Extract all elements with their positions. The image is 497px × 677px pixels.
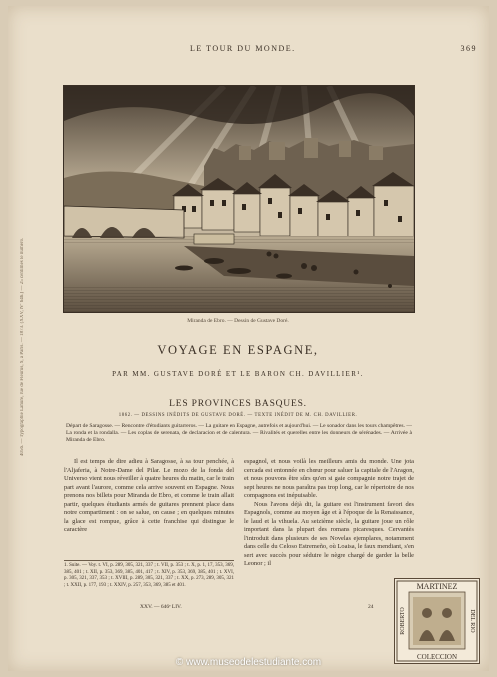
paragraph: Il est temps de dire adieu à Saragosse, à sa tour penchée, à l'Aljaferia, à Notre-Dame del Pilar. Le mozo de la fonda del Universo vient nous réveiller à quatre heures du matin, car le train part avant l'aurore, comme cela arrive souvent en Espagne. Nous prenons nos billets pour Miranda de Ebro, et comme le train allait partir, quelques étudiants armés de guitares prennent place dans notre compartiment : on se salue, on cause ; en quelques minutes la glace est rompue, grâce à cette franchise qui distingue le caractère (64, 458, 234, 533)
stamp-bottom-text: COLECCION (416, 653, 458, 661)
paragraph: Nous l'avons déjà dit, la guitare est l'instrument favori des Espagnols, comme au moyen âge et à l'époque de la Renaissance, le laud et la vihuela. Au seizième siècle, la guitare joue un rôle important dans la plupart des romans picaresques. Cervantès l'introduit dans plusieurs de ses Novelas ejemplares, notamment dans celle du Celoso Estremeño, où Loaisa, le faux mendiant, s'en sert avec succès pour séduire le nègre chargé de garder la belle Leonor ; il (244, 500, 414, 567)
stamp-top-text: MARTINEZ (416, 582, 458, 591)
footnote: 1. Suite. — Voy. t. VI, p. 289, 305, 321, 337 ; t. VII, p. 353 ; t. X, p. 1, 17, 353, 369, 385, 401 ; t. XII, p. 353, 369, 385, 401, 417 ; t. XIV, p. 353, 369, 385, 401 ; t. XVI, p. 305, 321, 337, 353 ; t. XVIII, p. 289, 305, 321, 337 ; t. XX, p. 273, 289, 305, 321 ; t. XXII, p. 177, 193 ; t. XXIV, p. 257, 353, 369, 385 et 401. (64, 560, 234, 589)
article-title: VOYAGE EN ESPAGNE, (157, 343, 319, 357)
chapter-summary: Départ de Saragosse. — Rencontre d'étudiants guitarreros. — La guitare en Espagne, autrefois et aujourd'hui. — Le sonador dans les tours champêtres. — La ronda et la rondalla. — Les coplas de serenata, de declaracion et de calentura. — Rivalités et querelles entre les donneurs de sérénades. — Arrivée à Miranda de Ebro. (66, 423, 412, 444)
journal-title: LE TOUR DU MONDE. (190, 44, 296, 53)
signature-mark: XXV. — 646ᵉ LIV. (140, 604, 182, 610)
illustration-caption: Miranda de Ebro. — Dessin de Gustave Doré. (187, 318, 289, 324)
side-imprint: 4056. — Typographie Lahure, rue de Fleurus, 9, à Paris. — 1873. (XXV, N° 646.) — 25 centimes le numéro. (20, 237, 25, 456)
engraving-miranda-de-ebro (63, 85, 415, 313)
text-column-right (244, 458, 414, 569)
watermark: © www.museodelestudiante.com (175, 657, 322, 668)
stamp-drawing (395, 579, 479, 663)
stamp-right-text: DEL RIO (469, 609, 475, 633)
text-column-left (64, 458, 234, 535)
page-number: 369 (460, 44, 477, 53)
paragraph: espagnol, et nous voilà les meilleurs amis du monde. Une jota cercada est entonnée en chœur pour saluer la capitale de l'Aragon, et nous pouvons être sûrs qu'en si gaie compagnie notre trajet de sept heures ne nous paraîtra pas trop long, car le répertoire de nos compagnons est inépuisable. (244, 458, 414, 499)
article-authors: PAR MM. GUSTAVE DORÉ ET LE BARON CH. DAVILLIER¹. (112, 370, 364, 378)
stamp-left-text: ROBERTO (400, 607, 406, 635)
sheet-number: 24 (368, 604, 374, 610)
article-credits: 1862. — DESSINS INÉDITS DE GUSTAVE DORÉ. — TEXTE INÉDIT DE M. CH. DAVILLIER. (118, 413, 358, 418)
collection-stamp (394, 578, 480, 664)
section-title: LES PROVINCES BASQUES. (169, 399, 307, 409)
engraving-drawing (64, 86, 414, 312)
